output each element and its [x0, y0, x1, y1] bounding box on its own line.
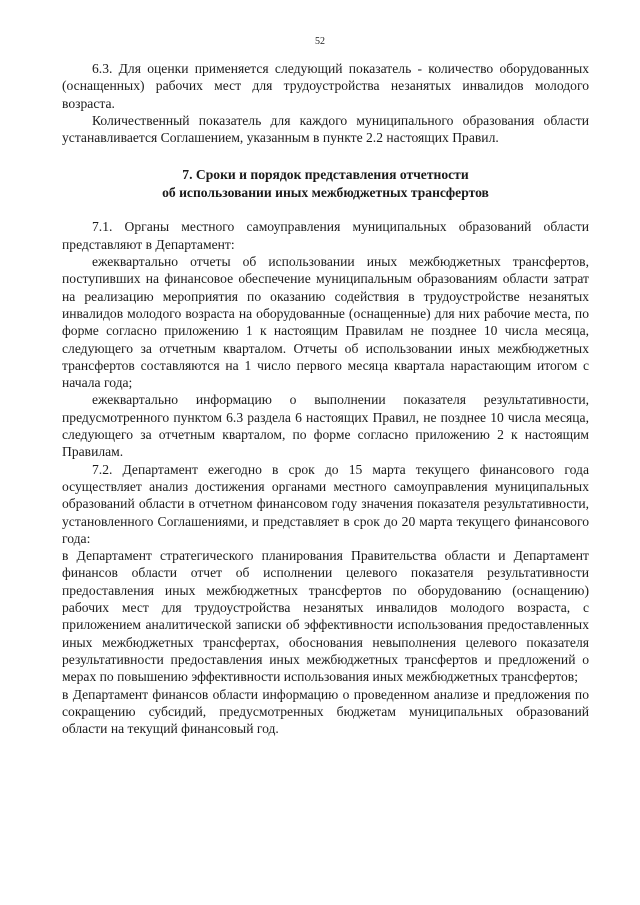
section-heading-line-1: 7. Сроки и порядок представления отчетности	[182, 167, 469, 183]
section-heading-line-2: об использовании иных межбюджетных трансфертов	[162, 185, 489, 201]
paragraph-7-2-finance-department: в Департамент финансов области информацию о проведенном анализе и предложения по сокращению субсидий, предусмотренных бюджетам муниципальных образований области на текущий финансовый год.	[62, 686, 589, 737]
paragraph-6-3: 6.3. Для оценки применяется следующий показатель - количество оборудованных (оснащенных) рабочих мест для трудоустройства незанятых инвалидов молодого возраста.	[62, 61, 589, 111]
document-body	[62, 60, 589, 737]
section-heading	[62, 166, 589, 202]
paragraph-7-1-quarterly-info: ежеквартально информацию о выполнении показателя результативности, предусмотренного пунктом 6.3 раздела 6 настоящих Правил, не позднее 10 числа месяца, следующего за отчетным кварталом, по форме согласно приложению 2 к настоящим Правилам.	[62, 392, 589, 460]
paragraph-quantitative-indicator: Количественный показатель для каждого муниципального образования области устанавливается Соглашением, указанным в пункте 2.2 настоящих Правил.	[62, 112, 589, 146]
paragraph-7-1: 7.1. Органы местного самоуправления муниципальных образований области представляют в Департамент:	[62, 219, 589, 252]
paragraph-7-1-quarterly-reports: ежеквартально отчеты об использовании иных межбюджетных трансфертов, поступивших на финансовое обеспечение муниципальным образованиям области затрат на реализацию мероприятия по оказанию содействия в трудоустройстве незанятых инвалидов молодого возраста на оборудованные (оснащенные) для них рабочие места, по форме согласно приложению 1 к настоящим Правилам не позднее 10 числа месяца, следующего за отчетным кварталом. Отчеты об использовании иных межбюджетных трансфертов составляются на 1 число первого месяца квартала нарастающим итогом с начала года;	[62, 254, 589, 391]
page-number: 52	[315, 36, 325, 47]
paragraph-7-2-strategic-department: в Департамент стратегического планирования Правительства области и Департамент финансов области отчет об исполнении целевого показателя результативности предоставления иных межбюджетных трансфертов по оборудованию (оснащению) рабочих мест для трудоустройства незанятых инвалидов молодого возраста, с приложением аналитической записки об эффективности использования предоставленных иных межбюджетных трансфертах, обоснования невыполнения целевого показателя результативности предоставления иных межбюджетных трансфертов и предложений о мерах по повышению эффективности использования иных межбюджетных трансфертов;	[62, 548, 589, 685]
paragraph-7-2: 7.2. Департамент ежегодно в срок до 15 марта текущего финансового года осуществляет анализ достижения органами местного самоуправления муниципальных образований области в отчетном финансовом году значения показателя результативности, установленного Соглашениями, и представляет в срок до 20 марта текущего финансового года:	[62, 461, 589, 546]
